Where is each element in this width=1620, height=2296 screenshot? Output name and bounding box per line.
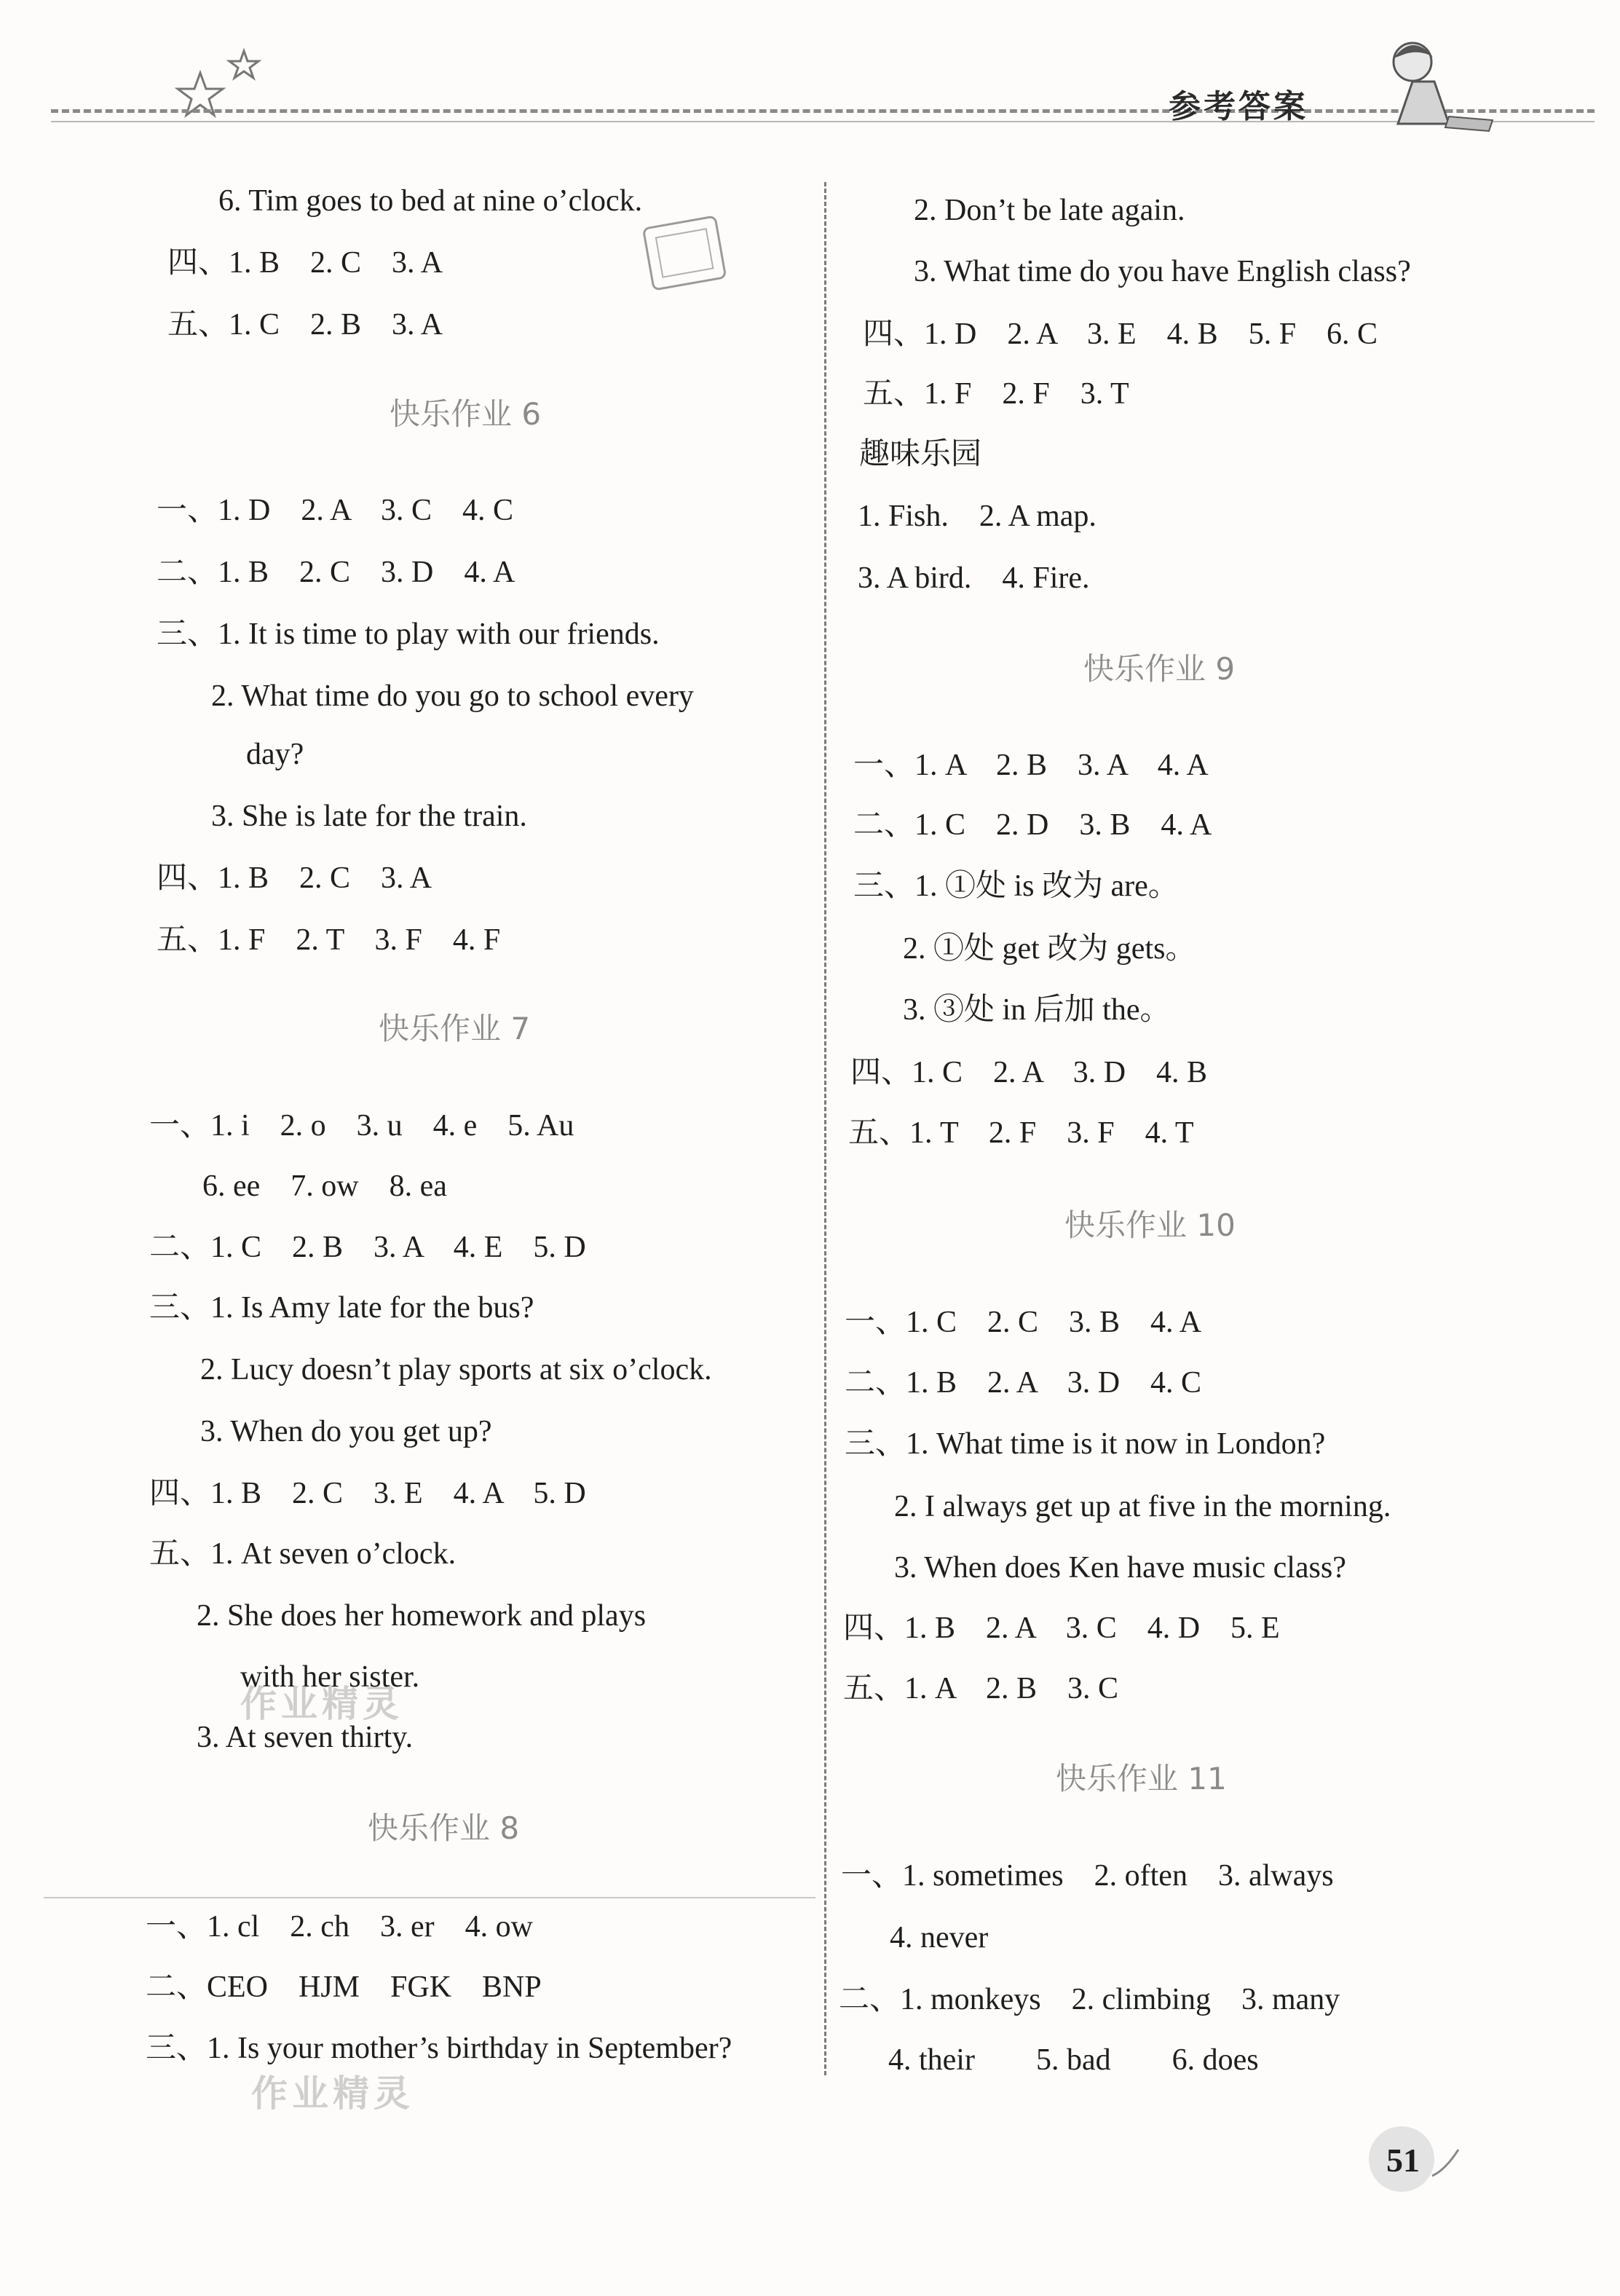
answer-line: 四、1. B 2. C 3. E 4. A 5. D bbox=[149, 1477, 586, 1510]
answer-line: 四、1. B 2. C 3. A bbox=[167, 246, 443, 280]
bottom-rule bbox=[44, 1897, 815, 1898]
column-divider bbox=[824, 182, 826, 2075]
page-header bbox=[0, 0, 1620, 146]
answer-line: 四、1. D 2. A 3. E 4. B 5. F 6. C bbox=[863, 317, 1378, 351]
section-heading: 快乐作业 10 bbox=[1064, 1207, 1236, 1243]
answer-line: 三、1. Is your mother’s birthday in September? bbox=[146, 2032, 732, 2065]
answer-line: 2. Don’t be late again. bbox=[914, 194, 1185, 227]
stamp-icon bbox=[641, 215, 735, 295]
answer-line: 一、1. cl 2. ch 3. er 4. ow bbox=[146, 1910, 533, 1944]
section-heading: 快乐作业 8 bbox=[368, 1810, 520, 1846]
answer-line: 五、1. A 2. B 3. C bbox=[843, 1672, 1119, 1705]
answer-line: 二、1. monkeys 2. climbing 3. many bbox=[839, 1983, 1340, 2016]
section-heading: 快乐作业 6 bbox=[390, 396, 542, 432]
answer-line: 2. She does her homework and plays bbox=[197, 1599, 647, 1633]
section-heading: 快乐作业 9 bbox=[1083, 651, 1236, 687]
answer-line: 五、1. F 2. F 3. T bbox=[863, 377, 1129, 411]
answer-line: 二、1. B 2. A 3. D 4. C bbox=[845, 1366, 1202, 1400]
answer-line: with her sister. bbox=[240, 1660, 420, 1694]
watermark: 作业精灵 bbox=[251, 2072, 414, 2115]
answer-line: 3. What time do you have English class? bbox=[914, 255, 1411, 288]
answer-line: 四、1. B 2. C 3. A bbox=[157, 861, 432, 895]
answer-line: 4. never bbox=[890, 1921, 989, 1954]
answer-line: 三、1. It is time to play with our friends. bbox=[157, 618, 660, 651]
answer-line: 二、1. C 2. D 3. B 4. A bbox=[853, 808, 1212, 842]
answer-line: 2. I always get up at five in the morning. bbox=[894, 1490, 1391, 1523]
answer-line: 五、1. At seven o’clock. bbox=[149, 1537, 457, 1571]
answer-line: 趣味乐园 bbox=[859, 438, 982, 471]
answer-line: 一、1. D 2. A 3. C 4. C bbox=[157, 494, 514, 527]
answer-line: 3. ③处 in 后加 the。 bbox=[903, 993, 1171, 1027]
answer-line: 一、1. C 2. C 3. B 4. A bbox=[845, 1306, 1202, 1339]
answer-line: 6. ee 7. ow 8. ea bbox=[202, 1169, 447, 1203]
answer-line: 四、1. B 2. A 3. C 4. D 5. E bbox=[843, 1611, 1280, 1645]
answer-line: 二、CEO HJM FGK BNP bbox=[146, 1970, 542, 2004]
answer-line: 三、1. What time is it now in London? bbox=[845, 1427, 1326, 1461]
watermark: 作业精灵 bbox=[240, 1683, 403, 1725]
answer-line: 二、1. B 2. C 3. D 4. A bbox=[157, 556, 515, 589]
answer-line: 6. Tim goes to bed at nine o’clock. bbox=[218, 184, 643, 218]
answer-line: 3. At seven thirty. bbox=[197, 1721, 414, 1754]
girl-mascot-icon bbox=[1369, 29, 1500, 138]
header-title: 参考答案 bbox=[1169, 88, 1308, 125]
section-heading: 快乐作业 11 bbox=[1056, 1761, 1227, 1796]
answer-line: day? bbox=[246, 738, 304, 771]
answer-line: 3. When do you get up? bbox=[200, 1415, 492, 1448]
answer-line: 2. What time do you go to school every bbox=[211, 679, 694, 713]
answer-line: 一、1. i 2. o 3. u 4. e 5. Au bbox=[149, 1109, 574, 1143]
answer-line: 五、1. C 2. B 3. A bbox=[167, 308, 443, 342]
answer-line: 2. ①处 get 改为 gets。 bbox=[903, 932, 1196, 966]
answer-line: 二、1. C 2. B 3. A 4. E 5. D bbox=[149, 1231, 586, 1264]
answer-line: 3. When does Ken have music class? bbox=[894, 1551, 1346, 1585]
answer-line: 2. Lucy doesn’t play sports at six o’clock. bbox=[200, 1353, 712, 1386]
page-number: 51 bbox=[1386, 2142, 1420, 2179]
answer-line: 五、1. T 2. F 3. F 4. T bbox=[848, 1116, 1194, 1150]
answer-line: 三、1. Is Amy late for the bus? bbox=[149, 1291, 534, 1325]
answer-line: 一、1. sometimes 2. often 3. always bbox=[841, 1859, 1334, 1893]
answer-line: 4. their 5. bad 6. does bbox=[888, 2043, 1259, 2077]
answer-line: 三、1. ①处 is 改为 are。 bbox=[853, 869, 1179, 903]
answer-line: 3. A bird. 4. Fire. bbox=[858, 561, 1090, 595]
answer-line: 3. She is late for the train. bbox=[211, 800, 527, 833]
answer-line: 五、1. F 2. T 3. F 4. F bbox=[157, 923, 501, 957]
section-heading: 快乐作业 7 bbox=[379, 1011, 531, 1046]
answer-line: 一、1. A 2. B 3. A 4. A bbox=[853, 749, 1209, 782]
answer-line: 四、1. C 2. A 3. D 4. B bbox=[850, 1056, 1208, 1089]
page-curl-icon bbox=[1431, 2148, 1460, 2177]
answer-line: 1. Fish. 2. A map. bbox=[858, 500, 1097, 533]
